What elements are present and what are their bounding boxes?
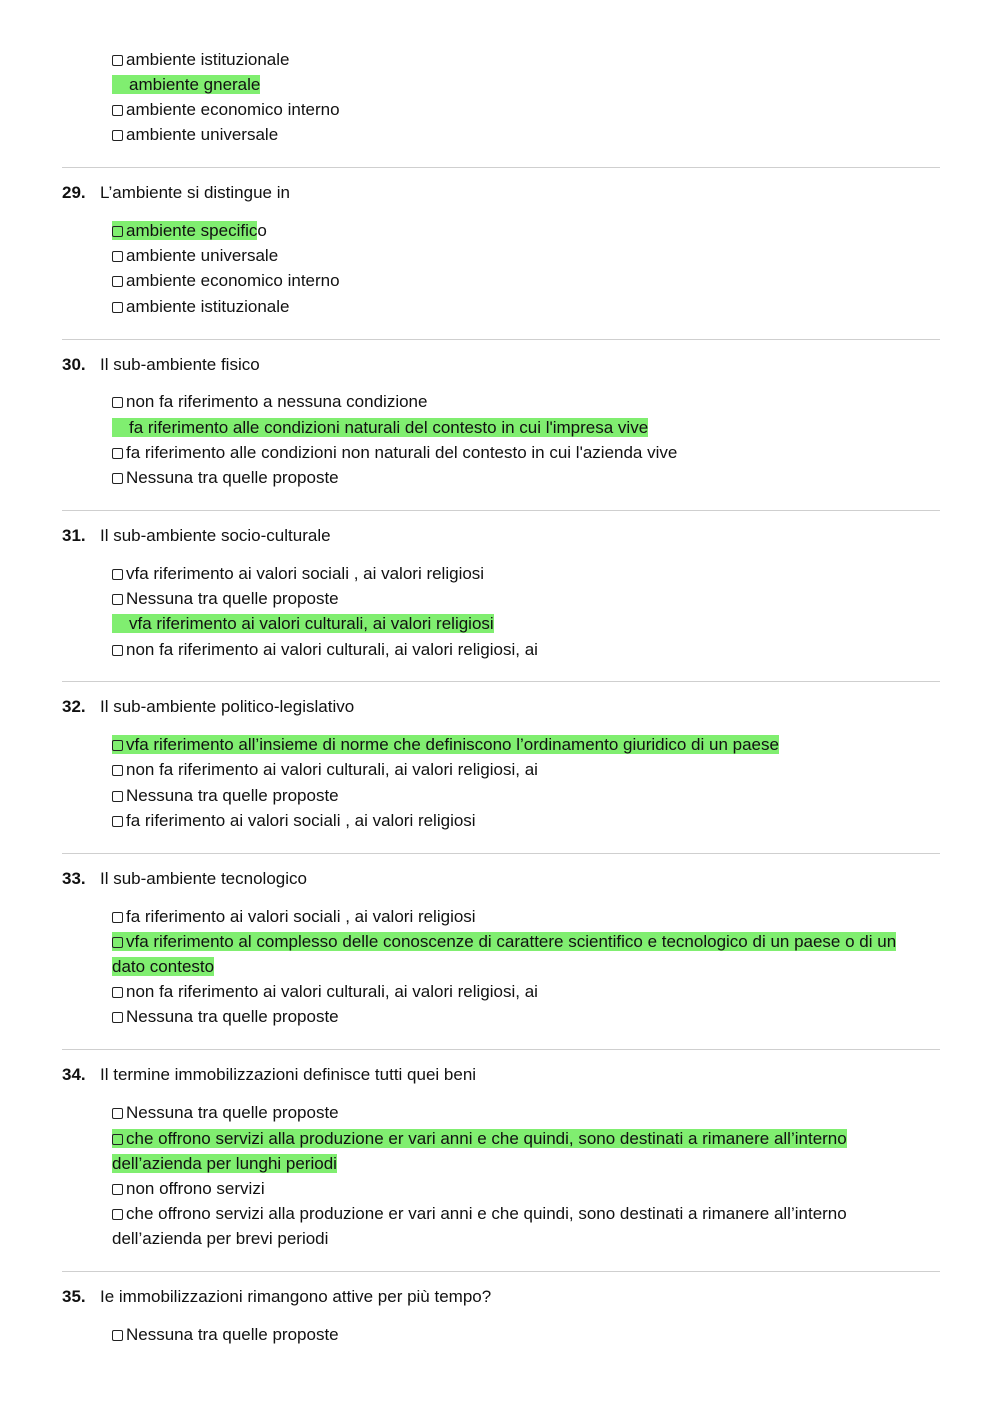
option-correct-continuation: dato contesto <box>112 957 215 976</box>
option[interactable]: ambiente istituzionale <box>112 296 289 318</box>
checkbox-icon[interactable] <box>112 1209 123 1220</box>
checkbox-icon[interactable] <box>112 226 123 237</box>
checkbox-icon[interactable] <box>112 1330 123 1341</box>
divider <box>62 510 940 511</box>
checkbox-icon[interactable] <box>112 473 123 484</box>
checkbox-icon[interactable] <box>112 937 123 948</box>
option[interactable]: non offrono servizi <box>112 1178 265 1200</box>
question-number: 32. <box>62 697 86 716</box>
question-number: 31. <box>62 526 86 545</box>
divider <box>62 167 940 168</box>
question-text: Il termine immobilizzazioni definisce tutti quei beni <box>100 1065 477 1084</box>
option[interactable]: ambiente istituzionale <box>112 49 289 71</box>
checkbox-icon[interactable] <box>112 1108 123 1119</box>
checkbox-icon[interactable] <box>112 105 123 116</box>
question-text: Il sub-ambiente tecnologico <box>100 869 307 888</box>
question-text: L’ambiente si distingue in <box>100 183 290 202</box>
option[interactable]: ambiente universale <box>112 124 278 146</box>
option[interactable]: che offrono servizi alla produzione er vari anni e che quindi, sono destinati a rimanere all’interno <box>112 1203 847 1225</box>
option[interactable]: vfa riferimento ai valori sociali , ai valori religiosi <box>112 563 484 585</box>
question-text: Il sub-ambiente fisico <box>100 355 260 374</box>
checkbox-icon[interactable] <box>112 1134 123 1145</box>
checkbox-icon[interactable] <box>112 397 123 408</box>
option[interactable]: fa riferimento alle condizioni non naturali del contesto in cui l'azienda vive <box>112 442 677 464</box>
divider <box>62 1271 940 1272</box>
option[interactable]: ambiente economico interno <box>112 99 340 121</box>
checkbox-icon[interactable] <box>112 816 123 827</box>
option-correct[interactable]: vfa riferimento all’insieme di norme che definiscono l’ordinamento giuridico di un paese <box>112 734 779 756</box>
option-correct[interactable]: ambiente specifico <box>112 220 267 242</box>
question-text: Il sub-ambiente politico-legislativo <box>100 697 355 716</box>
question-number: 35. <box>62 1287 86 1306</box>
divider <box>62 339 940 340</box>
option-correct-continuation: dell’azienda per lunghi periodi <box>112 1154 337 1173</box>
checkbox-icon[interactable] <box>112 569 123 580</box>
divider <box>62 1049 940 1050</box>
divider <box>62 853 940 854</box>
option-correct[interactable]: che offrono servizi alla produzione er vari anni e che quindi, sono destinati a rimanere all’interno <box>112 1128 847 1150</box>
option[interactable]: Nessuna tra quelle proposte <box>112 588 339 610</box>
checkbox-icon[interactable] <box>112 55 123 66</box>
question-number: 30. <box>62 355 86 374</box>
divider <box>62 681 940 682</box>
option[interactable]: non fa riferimento ai valori culturali, ai valori religiosi, ai <box>112 639 538 661</box>
option-correct[interactable]: vfa riferimento al complesso delle conoscenze di carattere scientifico e tecnologico di un paese o di un <box>112 931 896 953</box>
option-correct[interactable]: vfa riferimento ai valori culturali, ai valori religiosi <box>112 613 494 635</box>
option[interactable]: Nessuna tra quelle proposte <box>112 1324 339 1346</box>
checkbox-icon[interactable] <box>112 987 123 998</box>
option-continuation: dell’azienda per brevi periodi <box>112 1229 329 1248</box>
checkbox-icon[interactable] <box>112 130 123 141</box>
option[interactable]: Nessuna tra quelle proposte <box>112 1006 339 1028</box>
checkbox-icon[interactable] <box>112 302 123 313</box>
option-correct[interactable]: ambiente gnerale <box>112 74 260 96</box>
option[interactable]: non fa riferimento a nessuna condizione <box>112 391 427 413</box>
checkbox-icon[interactable] <box>112 791 123 802</box>
option[interactable]: non fa riferimento ai valori culturali, ai valori religiosi, ai <box>112 759 538 781</box>
checkbox-icon[interactable] <box>112 740 123 751</box>
checkbox-icon[interactable] <box>112 645 123 656</box>
checkbox-icon[interactable] <box>112 276 123 287</box>
option[interactable]: fa riferimento ai valori sociali , ai valori religiosi <box>112 810 476 832</box>
checkbox-icon[interactable] <box>112 448 123 459</box>
checkbox-icon[interactable] <box>112 251 123 262</box>
question-number: 29. <box>62 183 86 202</box>
checkbox-icon[interactable] <box>112 912 123 923</box>
checkbox-icon[interactable] <box>112 765 123 776</box>
option[interactable]: Nessuna tra quelle proposte <box>112 1102 339 1124</box>
option[interactable]: ambiente economico interno <box>112 270 340 292</box>
option[interactable]: fa riferimento ai valori sociali , ai valori religiosi <box>112 906 476 928</box>
option[interactable]: non fa riferimento ai valori culturali, ai valori religiosi, ai <box>112 981 538 1003</box>
option[interactable]: Nessuna tra quelle proposte <box>112 467 339 489</box>
checkbox-icon[interactable] <box>112 594 123 605</box>
option[interactable]: Nessuna tra quelle proposte <box>112 785 339 807</box>
option[interactable]: ambiente universale <box>112 245 278 267</box>
question-text: Il sub-ambiente socio-culturale <box>100 526 331 545</box>
question-text: Ie immobilizzazioni rimangono attive per più tempo? <box>100 1287 492 1306</box>
question-number: 33. <box>62 869 86 888</box>
checkbox-icon[interactable] <box>112 1012 123 1023</box>
option-correct[interactable]: fa riferimento alle condizioni naturali del contesto in cui l'impresa vive <box>112 417 648 439</box>
question-number: 34. <box>62 1065 86 1084</box>
checkbox-icon[interactable] <box>112 1184 123 1195</box>
